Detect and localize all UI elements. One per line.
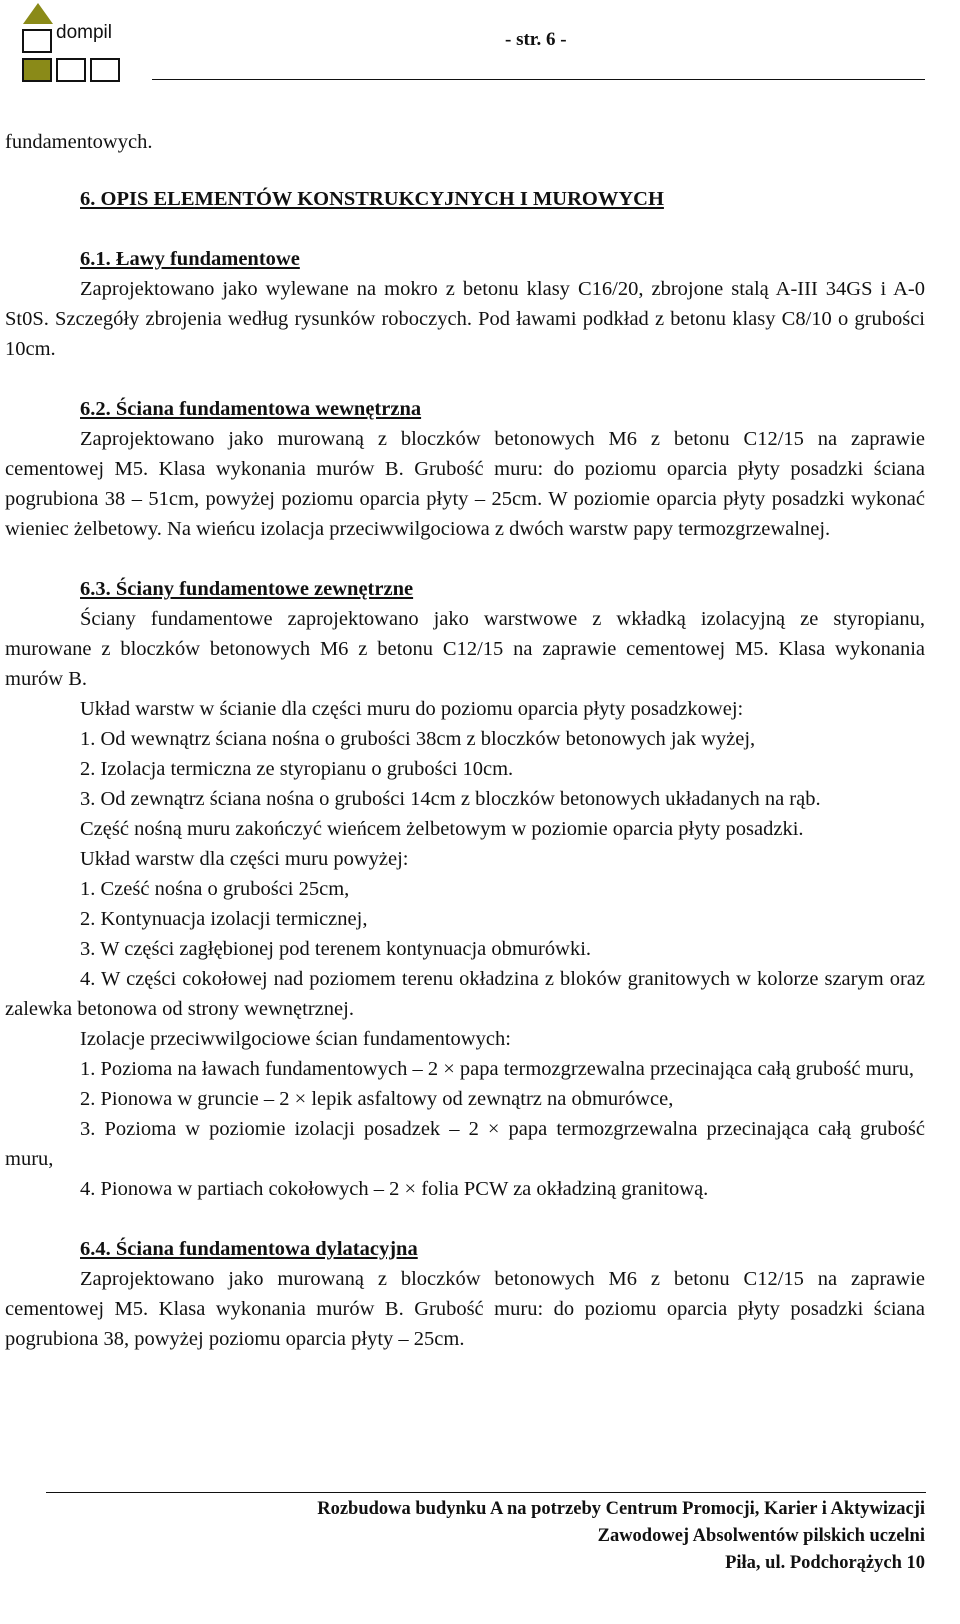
s63-upper-intro: Układ warstw dla części muru powyżej: xyxy=(80,848,409,870)
section-title: 6. OPIS ELEMENTÓW KONSTRUKCYJNYCH I MUROWYCH xyxy=(80,188,664,210)
s64-text: Zaprojektowano jako murowaną z bloczków betonowych M6 z betonu C12/15 na zaprawie cementowej M5. Klasa wykonania murów B. Grubość muru: do poziomu oparcia płyty posadzki ściana pogrubiona 38, powyżej poziomu oparcia płyty – 25cm. xyxy=(5,1268,925,1350)
footer xyxy=(317,1496,925,1577)
s61-title: 6.1. Ławy fundamentowe xyxy=(80,248,300,270)
s62-text: Zaprojektowano jako murowaną z bloczków betonowych M6 z betonu C12/15 na zaprawie cementowej M5. Klasa wykonania murów B. Grubość muru: do poziomu oparcia płyty posadzki ściana pogrubiona 38 – 51cm, powyżej poziomu oparcia płyty – 25cm. W poziomie oparcia płyty posadzki wykonać wieniec żelbetowy. Na wieńcu izolacja przeciwwilgociowa z dwóch warstw papy termozgrzewalnej. xyxy=(5,428,925,540)
s63-text: Ściany fundamentowe zaprojektowano jako warstwowe z wkładką izolacyjną ze styropianu, murowane z bloczków betonowych M6 z betonu C12/15 na zaprawie cementowej M5. Klasa wykonania murów B. xyxy=(5,608,925,690)
list-item: 3. Pozioma w poziomie izolacji posadzek – 2 × papa termozgrzewalna przecinająca całą grubość muru, xyxy=(5,1118,925,1170)
footer-line-3: Piła, ul. Podchorążych 10 xyxy=(725,1553,925,1573)
list-item: 1. Cześć nośna o grubości 25cm, xyxy=(80,878,350,900)
s63-layers-intro: Układ warstw w ścianie dla części muru do poziomu oparcia płyty posadzkowej: xyxy=(80,698,744,720)
document-body xyxy=(5,127,925,1354)
footer-line-2: Zawodowej Absolwentów pilskich uczelni xyxy=(597,1526,925,1546)
list-item: 2. Pionowa w gruncie – 2 × lepik asfaltowy od zewnątrz na obmurówce, xyxy=(80,1088,674,1110)
s64-title: 6.4. Ściana fundamentowa dylatacyjna xyxy=(80,1238,418,1260)
list-item: 4. W części cokołowej nad poziomem terenu okładzina z bloków granitowych w kolorze szarym oraz zalewka betonowa od strony wewnętrznej. xyxy=(5,968,925,1020)
s63-insulation-intro: Izolacje przeciwwilgociowe ścian fundamentowych: xyxy=(80,1028,511,1050)
s62-title: 6.2. Ściana fundamentowa wewnętrzna xyxy=(80,398,422,420)
page-number: - str. 6 - xyxy=(505,29,567,50)
list-item: 3. W części zagłębionej pod terenem kontynuacja obmurówki. xyxy=(80,938,592,960)
list-item: 1. Od wewnątrz ściana nośna o grubości 38cm z bloczków betonowych jak wyżej, xyxy=(80,728,756,750)
header-divider xyxy=(152,79,925,80)
logo-text: dompil xyxy=(56,22,112,43)
list-item: 2. Izolacja termiczna ze styropianu o grubości 10cm. xyxy=(80,758,514,780)
list-item: 4. Pionowa w partiach cokołowych – 2 × folia PCW za okładziną granitową. xyxy=(80,1178,709,1200)
footer-line-1: Rozbudowa budynku A na potrzeby Centrum Promocji, Karier i Aktywizacji xyxy=(317,1499,925,1519)
list-item: 1. Pozioma na ławach fundamentowych – 2 × papa termozgrzewalna przecinająca całą grubość muru, xyxy=(80,1058,915,1080)
s63-title: 6.3. Ściany fundamentowe zewnętrzne xyxy=(80,578,414,600)
intro-line: fundamentowych. xyxy=(5,131,153,153)
s63-note: Część nośną muru zakończyć wieńcem żelbetowym w poziomie oparcia płyty posadzki. xyxy=(80,818,804,840)
footer-divider xyxy=(46,1492,926,1493)
list-item: 2. Kontynuacja izolacji termicznej, xyxy=(80,908,368,930)
list-item: 3. Od zewnątrz ściana nośna o grubości 14cm z bloczków betonowych układanych na rąb. xyxy=(80,788,821,810)
company-logo xyxy=(22,2,132,88)
logo-graphic-icon xyxy=(22,2,132,88)
s61-text: Zaprojektowano jako wylewane na mokro z betonu klasy C16/20, zbrojone stalą A-III 34GS i A-0 St0S. Szczegóły zbrojenia według rysunków roboczych. Pod ławami podkład z betonu klasy C8/10 o grubości 10cm. xyxy=(5,278,925,360)
